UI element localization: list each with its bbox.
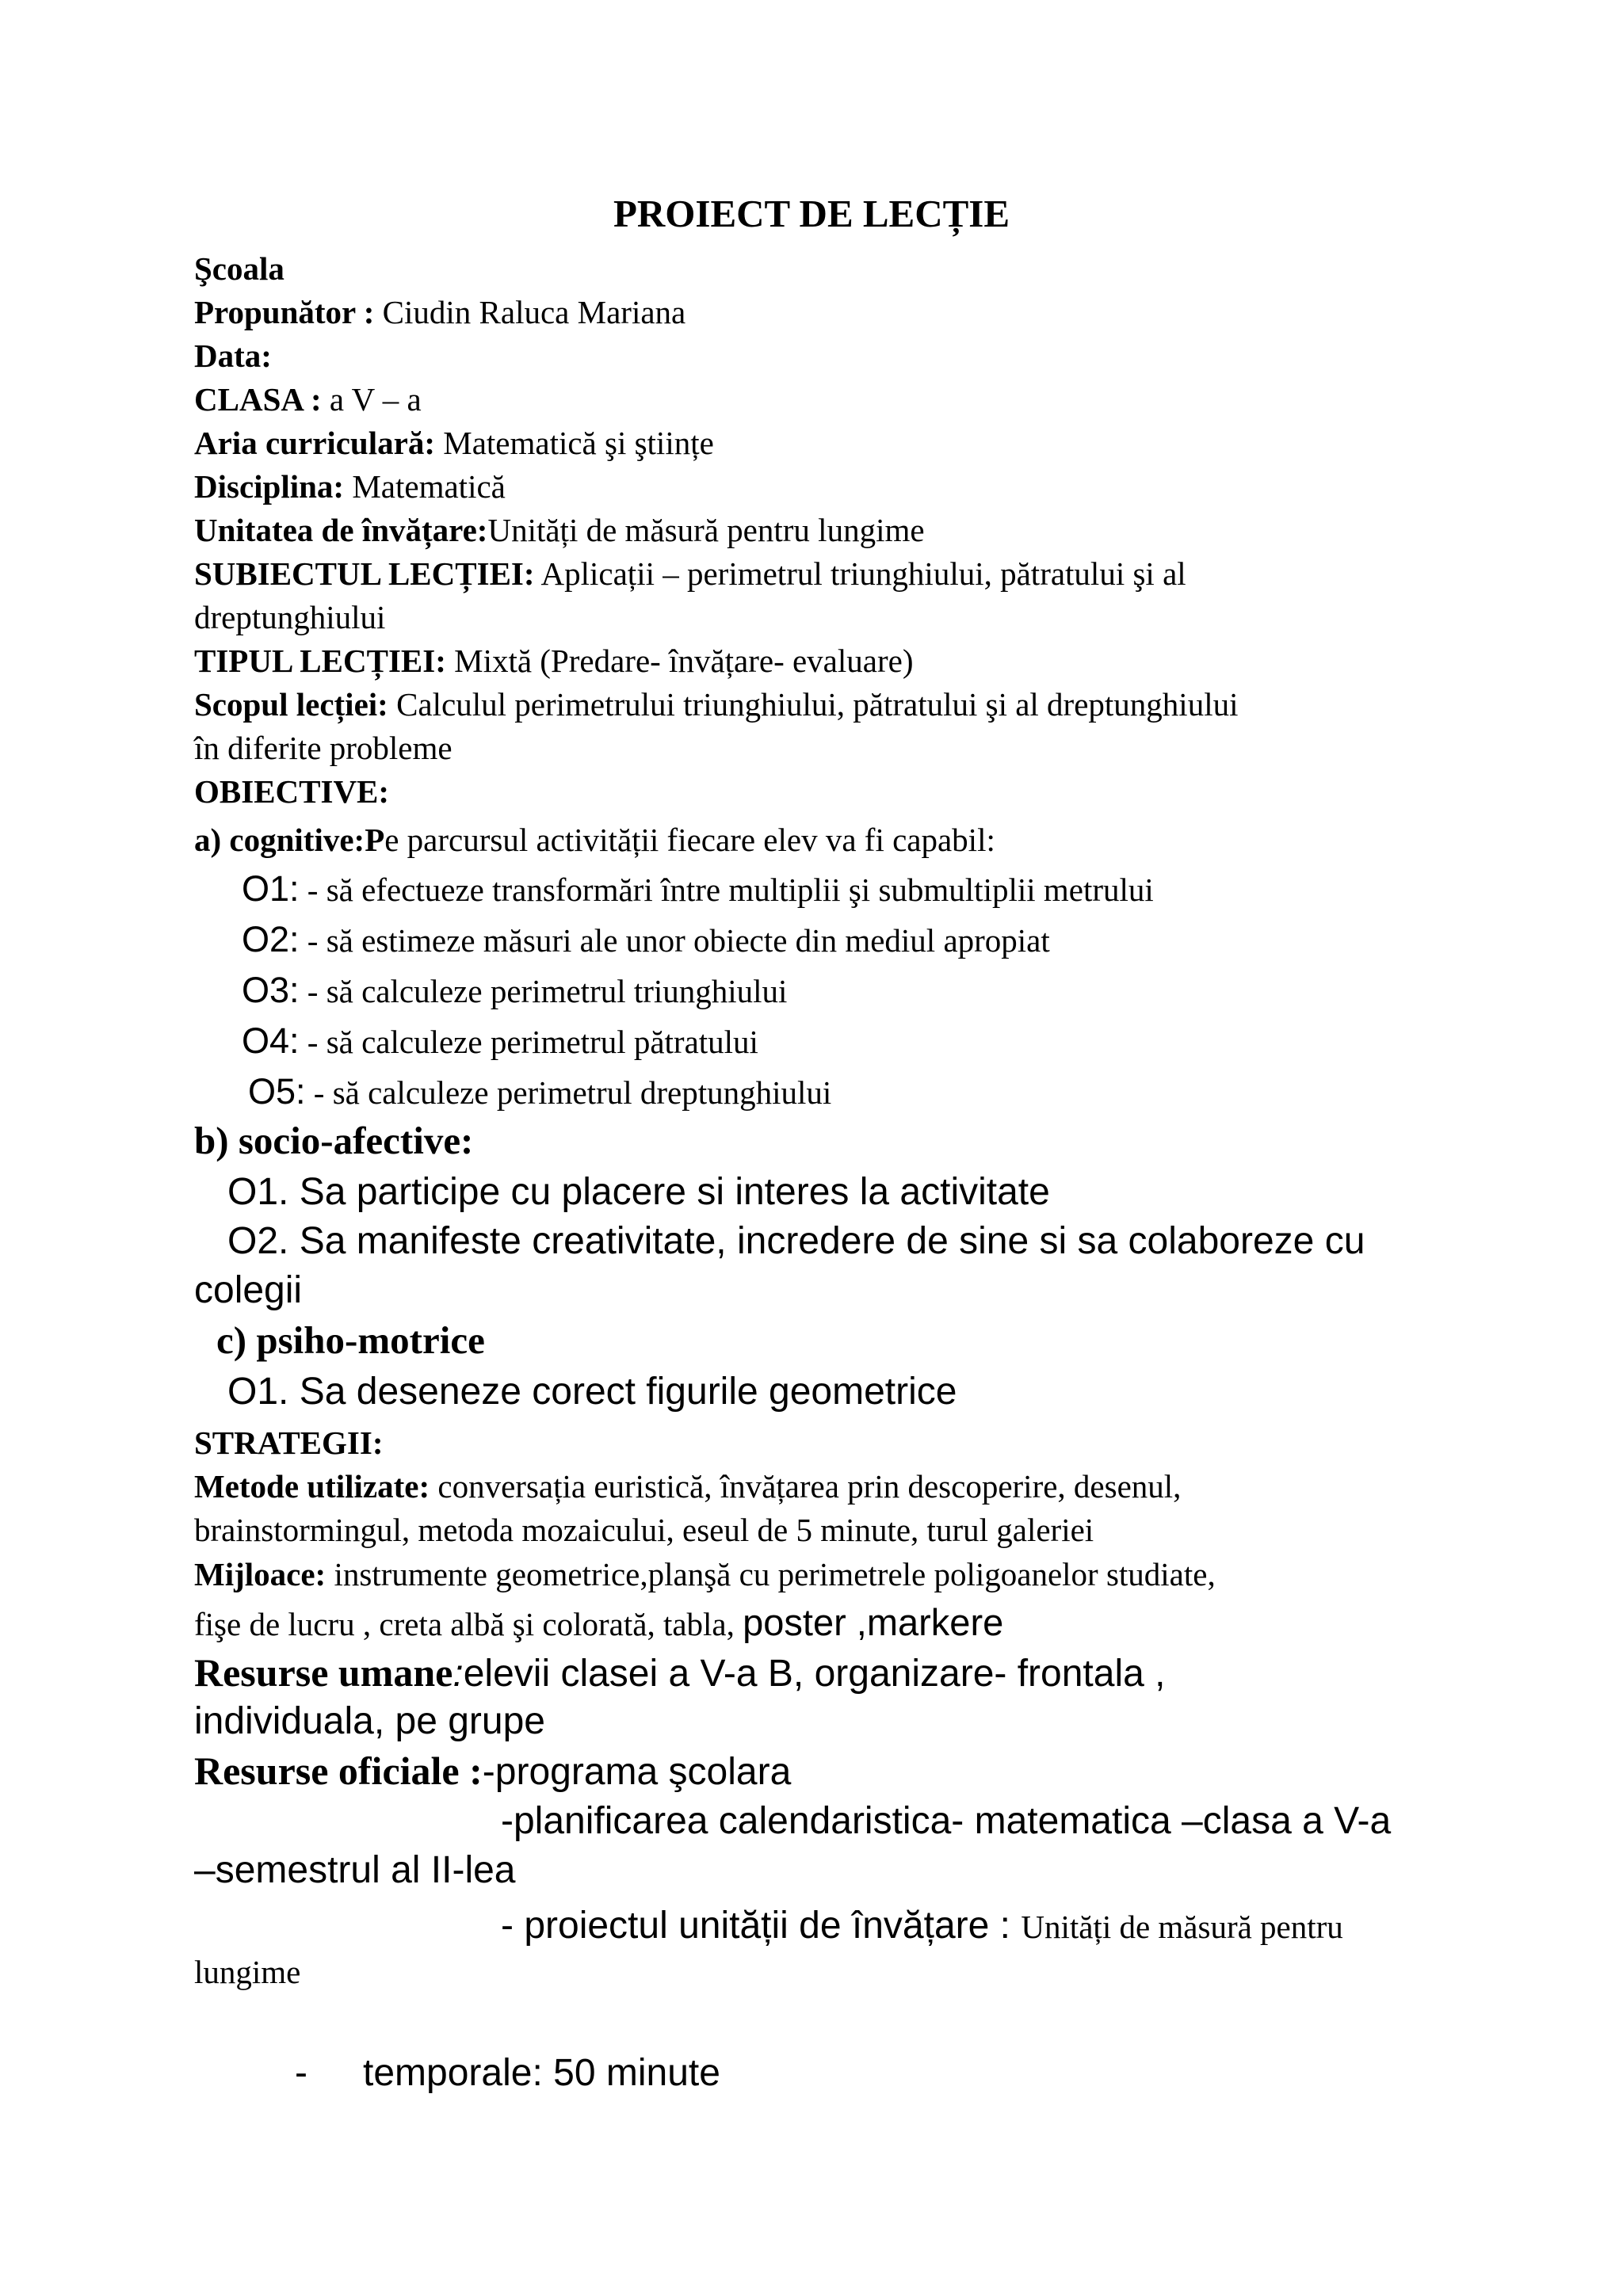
objectives-heading: OBIECTIVE: [194, 773, 390, 810]
clasa-line [194, 378, 1478, 421]
unitatea-line [194, 509, 1478, 552]
tipul-label: TIPUL LECȚIEI: [194, 643, 446, 679]
resurse-oficiale-label: Resurse oficiale : [194, 1749, 483, 1793]
resurse-oficiale-item: -programa şcolara [482, 1751, 792, 1793]
subiectul-value: Aplicații – perimetrul triunghiului, pătratului şi al [534, 555, 1186, 592]
cognitive-objective [242, 1019, 1526, 1064]
cognitive-label: a) cognitive:P [194, 822, 385, 858]
scopul-line-2: în diferite probleme [194, 730, 453, 766]
objective-text: - să estimeze măsuri ale unor obiecte din mediul apropiat [299, 922, 1050, 959]
unitatea-label: Unitatea de învățare: [194, 512, 488, 548]
mijloace-line-2 [194, 1600, 1478, 1646]
metode-label: Metode utilizate: [194, 1468, 430, 1505]
clasa-label: CLASA : [194, 381, 322, 418]
tipul-line [194, 639, 1478, 683]
clasa-value: a V – a [321, 381, 422, 418]
resurse-umane-colon: : [453, 1653, 464, 1695]
resurse-oficiale-item-continued: –semestrul al II-lea [194, 1849, 516, 1891]
resurse-oficiale-item-continued: lungime [194, 1954, 301, 1990]
resurse-oficiale-item-text: - proiectul unității de învățare : [501, 1905, 1022, 1947]
scoala-label: Şcoala [194, 250, 285, 287]
data-label: Data: [194, 338, 272, 374]
psiho-label: c) psiho-motrice [216, 1318, 485, 1362]
scopul-line [194, 683, 1478, 727]
objective-text: - să efectueze transformări între multiplii şi submultiplii metrului [299, 871, 1154, 908]
propunator-line [194, 291, 1478, 334]
subiectul-line [194, 552, 1478, 596]
scopul-label: Scopul lecției: [194, 686, 388, 723]
mijloace-label: Mijloace: [194, 1556, 327, 1592]
cognitive-objective [248, 1070, 1532, 1115]
temporale-line: temporale: 50 minute [363, 2052, 720, 2094]
strategies-heading: STRATEGII: [194, 1425, 384, 1461]
socio-objective: O2. Sa manifeste creativitate, incredere de sine si sa colaboreze cu [227, 1220, 1365, 1262]
objective-code: O5: [248, 1071, 306, 1112]
mijloace-line [194, 1553, 1478, 1596]
disciplina-line [194, 465, 1478, 509]
resurse-oficiale-item: -planificarea calendaristica- matematica –clasa a V-a [501, 1800, 1392, 1842]
resurse-oficiale-item [501, 1901, 1623, 1951]
objective-code: O2: [242, 919, 300, 959]
aria-label: Aria curriculară: [194, 425, 435, 461]
resurse-umane-label: Resurse umane [194, 1650, 453, 1695]
page-title: PROIECT DE LECȚIE [613, 192, 1010, 235]
resurse-oficiale-line [194, 1746, 1478, 1797]
subiectul-line-2: dreptunghiului [194, 599, 386, 635]
cognitive-line [194, 818, 1478, 862]
cognitive-intro: e parcursul activității fiecare elev va fi capabil: [384, 822, 995, 858]
cognitive-objective [242, 867, 1526, 912]
scopul-value: Calculul perimetrului triunghiului, pătratului şi al dreptunghiului [388, 686, 1239, 723]
objective-code: O4: [242, 1020, 300, 1061]
mijloace-value-3: poster ,markere [743, 1601, 1004, 1643]
objective-text: - să calculeze perimetrul dreptunghiului [305, 1074, 832, 1111]
objective-text: - să calculeze perimetrul triunghiului [299, 973, 788, 1009]
mijloace-value-2: fişe de lucru , creta albă şi colorată, tabla, [194, 1606, 743, 1642]
objective-code: O3: [242, 970, 300, 1010]
temporale-dash: - [295, 2052, 307, 2094]
resurse-oficiale-item-unit: Unități de măsură pentru [1021, 1909, 1343, 1945]
propunator-value: Ciudin Raluca Mariana [374, 294, 686, 330]
mijloace-value: instrumente geometrice,planşă cu perimetrele poligoanelor studiate, [326, 1556, 1216, 1592]
metode-value: conversația euristică, învățarea prin descoperire, desenul, [430, 1468, 1182, 1505]
tipul-value: Mixtă (Predare- învățare- evaluare) [445, 643, 914, 679]
resurse-umane-line [194, 1648, 1478, 1699]
socio-objective: O1. Sa participe cu placere si interes la activitate [227, 1171, 1050, 1213]
objective-text: - să calculeze perimetrul pătratului [299, 1024, 758, 1060]
metode-line-2: brainstormingul, metoda mozaicului, eseul de 5 minute, turul galeriei [194, 1512, 1094, 1548]
aria-value: Matematică şi ştiințe [434, 425, 714, 461]
resurse-umane-line-2: individuala, pe grupe [194, 1700, 545, 1742]
aria-line [194, 421, 1478, 465]
disciplina-label: Disciplina: [194, 468, 345, 505]
cognitive-objective [242, 917, 1526, 963]
objective-code: O1: [242, 868, 300, 909]
subiectul-label: SUBIECTUL LECȚIEI: [194, 555, 535, 592]
socio-objective: colegii [194, 1269, 303, 1311]
cognitive-objective [242, 968, 1526, 1013]
disciplina-value: Matematică [344, 468, 506, 505]
propunator-label: Propunător : [194, 294, 375, 330]
socio-label: b) socio-afective: [194, 1119, 474, 1162]
metode-line [194, 1465, 1478, 1508]
unitatea-value: Unități de măsură pentru lungime [487, 512, 925, 548]
resurse-umane-value: elevii clasei a V-a B, organizare- frontala , [463, 1653, 1166, 1695]
psiho-objective: O1. Sa deseneze corect figurile geometrice [227, 1371, 957, 1413]
